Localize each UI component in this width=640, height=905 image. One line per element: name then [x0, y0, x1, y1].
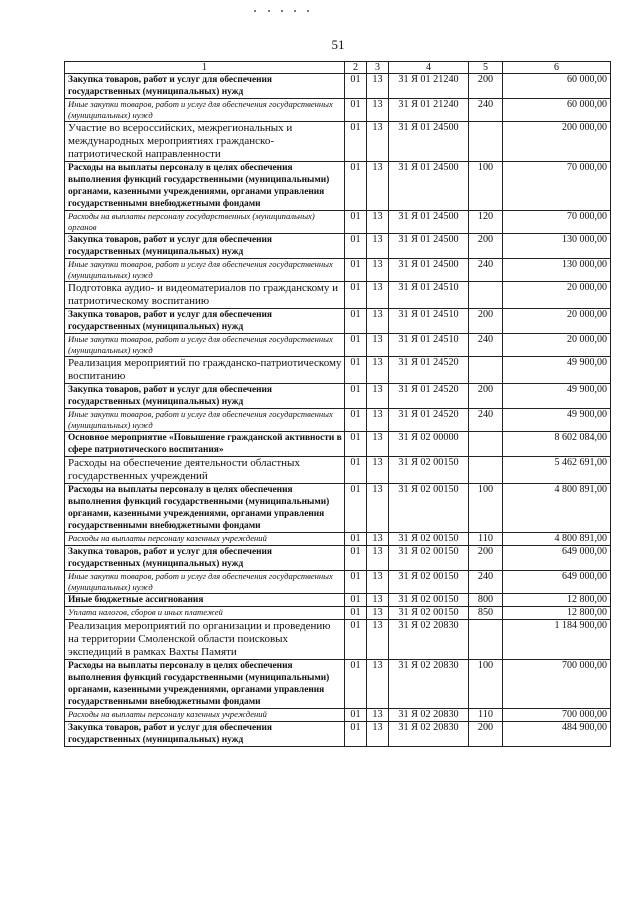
- row-amount-cell: 60 000,00: [503, 99, 611, 122]
- row-amount-cell: 649 000,00: [503, 571, 611, 594]
- table-row: [65, 234, 611, 259]
- row-name-cell: Закупка товаров, работ и услуг для обеспечения государственных (муниципальных) нужд: [65, 722, 345, 747]
- header-col-1: 1: [65, 62, 345, 74]
- row-name-cell: Закупка товаров, работ и услуг для обеспечения государственных (муниципальных) нужд: [65, 384, 345, 409]
- row-name-cell: Иные закупки товаров, работ и услуг для обеспечения государственных (муниципальных) нужд: [65, 334, 345, 357]
- row-name-cell: Закупка товаров, работ и услуг для обеспечения государственных (муниципальных) нужд: [65, 74, 345, 99]
- row-target-article-cell: 31 Я 02 00000: [389, 432, 469, 457]
- row-subsection-cell: 13: [367, 162, 389, 211]
- table-row: [65, 722, 611, 747]
- row-name-cell: Реализация мероприятий по гражданско-патриотическому воспитанию: [65, 357, 345, 384]
- row-section-cell: 01: [345, 309, 367, 334]
- row-subsection-cell: 13: [367, 357, 389, 384]
- row-target-article-cell: 31 Я 01 24500: [389, 234, 469, 259]
- row-expense-type-cell: [469, 357, 503, 384]
- row-subsection-cell: 13: [367, 607, 389, 620]
- row-expense-type-cell: 240: [469, 99, 503, 122]
- row-section-cell: 01: [345, 334, 367, 357]
- row-name-cell: Расходы на выплаты персоналу в целях обеспечения выполнения функций государственными (муниципальными) органами, казенными учреждениями, органами управления государственными внебюджетными фондами: [65, 162, 345, 211]
- row-name-cell: Иные закупки товаров, работ и услуг для обеспечения государственных (муниципальных) нужд: [65, 571, 345, 594]
- row-subsection-cell: 13: [367, 620, 389, 660]
- row-expense-type-cell: [469, 122, 503, 162]
- row-section-cell: 01: [345, 234, 367, 259]
- row-target-article-cell: 31 Я 01 21240: [389, 99, 469, 122]
- row-amount-cell: 8 602 084,00: [503, 432, 611, 457]
- row-expense-type-cell: 200: [469, 546, 503, 571]
- row-subsection-cell: 13: [367, 409, 389, 432]
- row-subsection-cell: 13: [367, 309, 389, 334]
- table-row: [65, 571, 611, 594]
- row-section-cell: 01: [345, 722, 367, 747]
- row-section-cell: 01: [345, 162, 367, 211]
- table-row: [65, 620, 611, 660]
- row-section-cell: 01: [345, 384, 367, 409]
- row-name-cell: Иные закупки товаров, работ и услуг для обеспечения государственных (муниципальных) нужд: [65, 99, 345, 122]
- table-row: [65, 660, 611, 709]
- row-amount-cell: 20 000,00: [503, 334, 611, 357]
- row-amount-cell: 1 184 900,00: [503, 620, 611, 660]
- table-row: [65, 282, 611, 309]
- table-row: [65, 211, 611, 234]
- row-expense-type-cell: 800: [469, 594, 503, 607]
- row-section-cell: 01: [345, 432, 367, 457]
- table-row: [65, 533, 611, 546]
- row-amount-cell: 70 000,00: [503, 211, 611, 234]
- row-expense-type-cell: 200: [469, 234, 503, 259]
- row-target-article-cell: 31 Я 02 20830: [389, 709, 469, 722]
- row-target-article-cell: 31 Я 01 24510: [389, 334, 469, 357]
- row-expense-type-cell: [469, 432, 503, 457]
- row-subsection-cell: 13: [367, 334, 389, 357]
- row-name-cell: Участие во всероссийских, межрегиональных и международных мероприятиях гражданско-патриотической направленности: [65, 122, 345, 162]
- table-header-row: [65, 62, 611, 74]
- table-row: [65, 484, 611, 533]
- row-name-cell: Расходы на выплаты персоналу в целях обеспечения выполнения функций государственными (муниципальными) органами, казенными учреждениями, органами управления государственными внебюджетными фондами: [65, 484, 345, 533]
- row-expense-type-cell: 200: [469, 74, 503, 99]
- row-section-cell: 01: [345, 122, 367, 162]
- table-row: [65, 309, 611, 334]
- header-col-5: 5: [469, 62, 503, 74]
- row-section-cell: 01: [345, 546, 367, 571]
- row-section-cell: 01: [345, 357, 367, 384]
- row-amount-cell: 700 000,00: [503, 660, 611, 709]
- table-row: [65, 74, 611, 99]
- table-row: [65, 607, 611, 620]
- row-subsection-cell: 13: [367, 122, 389, 162]
- row-target-article-cell: 31 Я 02 20830: [389, 722, 469, 747]
- row-expense-type-cell: [469, 620, 503, 660]
- row-target-article-cell: 31 Я 02 20830: [389, 660, 469, 709]
- row-name-cell: Подготовка аудио- и видеоматериалов по гражданскому и патриотическому воспитанию: [65, 282, 345, 309]
- row-expense-type-cell: 110: [469, 709, 503, 722]
- row-name-cell: Расходы на выплаты персоналу в целях обеспечения выполнения функций государственными (муниципальными) органами, казенными учреждениями, органами управления государственными внебюджетными фондами: [65, 660, 345, 709]
- row-name-cell: Иные закупки товаров, работ и услуг для обеспечения государственных (муниципальных) нужд: [65, 259, 345, 282]
- row-name-cell: Закупка товаров, работ и услуг для обеспечения государственных (муниципальных) нужд: [65, 309, 345, 334]
- row-target-article-cell: 31 Я 02 00150: [389, 546, 469, 571]
- row-target-article-cell: 31 Я 01 24500: [389, 162, 469, 211]
- table-row: [65, 457, 611, 484]
- row-amount-cell: 5 462 691,00: [503, 457, 611, 484]
- row-expense-type-cell: [469, 457, 503, 484]
- row-target-article-cell: 31 Я 01 24510: [389, 309, 469, 334]
- row-name-cell: Расходы на выплаты персоналу казенных учреждений: [65, 709, 345, 722]
- row-amount-cell: 20 000,00: [503, 282, 611, 309]
- row-section-cell: 01: [345, 74, 367, 99]
- row-name-cell: Реализация мероприятий по организации и проведению на территории Смоленской области поисковых экспедиций в рамках Вахты Памяти: [65, 620, 345, 660]
- row-expense-type-cell: 240: [469, 259, 503, 282]
- row-name-cell: Основное мероприятие «Повышение гражданской активности в сфере патриотического воспитания»: [65, 432, 345, 457]
- row-section-cell: 01: [345, 571, 367, 594]
- scan-artifact: [250, 10, 310, 16]
- row-section-cell: 01: [345, 211, 367, 234]
- row-section-cell: 01: [345, 607, 367, 620]
- row-subsection-cell: 13: [367, 432, 389, 457]
- row-name-cell: Расходы на обеспечение деятельности областных государственных учреждений: [65, 457, 345, 484]
- row-amount-cell: 484 900,00: [503, 722, 611, 747]
- row-target-article-cell: 31 Я 02 00150: [389, 533, 469, 546]
- table-row: [65, 99, 611, 122]
- row-subsection-cell: 13: [367, 259, 389, 282]
- row-expense-type-cell: [469, 282, 503, 309]
- header-col-4: 4: [389, 62, 469, 74]
- row-name-cell: Иные закупки товаров, работ и услуг для обеспечения государственных (муниципальных) нужд: [65, 409, 345, 432]
- row-section-cell: 01: [345, 409, 367, 432]
- row-target-article-cell: 31 Я 01 24520: [389, 357, 469, 384]
- row-target-article-cell: 31 Я 01 24500: [389, 211, 469, 234]
- row-amount-cell: 130 000,00: [503, 234, 611, 259]
- row-expense-type-cell: 100: [469, 660, 503, 709]
- row-name-cell: Расходы на выплаты персоналу государственных (муниципальных) органов: [65, 211, 345, 234]
- row-expense-type-cell: 110: [469, 533, 503, 546]
- row-subsection-cell: 13: [367, 594, 389, 607]
- row-amount-cell: 60 000,00: [503, 74, 611, 99]
- row-target-article-cell: 31 Я 01 24500: [389, 259, 469, 282]
- row-expense-type-cell: 850: [469, 607, 503, 620]
- row-target-article-cell: 31 Я 01 24520: [389, 409, 469, 432]
- row-expense-type-cell: 100: [469, 484, 503, 533]
- budget-table: [64, 61, 611, 747]
- row-name-cell: Расходы на выплаты персоналу казенных учреждений: [65, 533, 345, 546]
- table-row: [65, 357, 611, 384]
- row-name-cell: Иные бюджетные ассигнования: [65, 594, 345, 607]
- header-col-2: 2: [345, 62, 367, 74]
- row-section-cell: 01: [345, 99, 367, 122]
- row-target-article-cell: 31 Я 02 00150: [389, 571, 469, 594]
- row-target-article-cell: 31 Я 02 00150: [389, 607, 469, 620]
- row-section-cell: 01: [345, 594, 367, 607]
- row-target-article-cell: 31 Я 01 21240: [389, 74, 469, 99]
- row-amount-cell: 12 800,00: [503, 594, 611, 607]
- row-subsection-cell: 13: [367, 484, 389, 533]
- row-amount-cell: 4 800 891,00: [503, 533, 611, 546]
- row-section-cell: 01: [345, 709, 367, 722]
- row-subsection-cell: 13: [367, 74, 389, 99]
- table-row: [65, 709, 611, 722]
- table-row: [65, 334, 611, 357]
- row-subsection-cell: 13: [367, 457, 389, 484]
- row-name-cell: Уплата налогов, сборов и иных платежей: [65, 607, 345, 620]
- row-section-cell: 01: [345, 282, 367, 309]
- row-expense-type-cell: 120: [469, 211, 503, 234]
- row-name-cell: Закупка товаров, работ и услуг для обеспечения государственных (муниципальных) нужд: [65, 234, 345, 259]
- table-row: [65, 432, 611, 457]
- row-subsection-cell: 13: [367, 722, 389, 747]
- row-target-article-cell: 31 Я 02 00150: [389, 594, 469, 607]
- row-amount-cell: 12 800,00: [503, 607, 611, 620]
- row-amount-cell: 700 000,00: [503, 709, 611, 722]
- row-amount-cell: 130 000,00: [503, 259, 611, 282]
- row-expense-type-cell: 240: [469, 571, 503, 594]
- page-number: 51: [331, 37, 345, 52]
- row-amount-cell: 49 900,00: [503, 409, 611, 432]
- table-row: [65, 259, 611, 282]
- row-target-article-cell: 31 Я 01 24500: [389, 122, 469, 162]
- row-subsection-cell: 13: [367, 571, 389, 594]
- row-target-article-cell: 31 Я 01 24520: [389, 384, 469, 409]
- table-row: [65, 546, 611, 571]
- row-section-cell: 01: [345, 660, 367, 709]
- row-amount-cell: 70 000,00: [503, 162, 611, 211]
- row-section-cell: 01: [345, 484, 367, 533]
- row-amount-cell: 649 000,00: [503, 546, 611, 571]
- row-subsection-cell: 13: [367, 533, 389, 546]
- row-expense-type-cell: 100: [469, 162, 503, 211]
- row-section-cell: 01: [345, 533, 367, 546]
- table-row: [65, 122, 611, 162]
- row-subsection-cell: 13: [367, 384, 389, 409]
- row-subsection-cell: 13: [367, 99, 389, 122]
- row-subsection-cell: 13: [367, 546, 389, 571]
- header-col-6: 6: [503, 62, 611, 74]
- row-amount-cell: 20 000,00: [503, 309, 611, 334]
- row-amount-cell: 4 800 891,00: [503, 484, 611, 533]
- row-target-article-cell: 31 Я 01 24510: [389, 282, 469, 309]
- table-row: [65, 162, 611, 211]
- row-expense-type-cell: 240: [469, 334, 503, 357]
- row-subsection-cell: 13: [367, 660, 389, 709]
- row-expense-type-cell: 200: [469, 722, 503, 747]
- header-col-3: 3: [367, 62, 389, 74]
- row-target-article-cell: 31 Я 02 00150: [389, 484, 469, 533]
- row-amount-cell: 200 000,00: [503, 122, 611, 162]
- row-section-cell: 01: [345, 259, 367, 282]
- row-expense-type-cell: 240: [469, 409, 503, 432]
- row-name-cell: Закупка товаров, работ и услуг для обеспечения государственных (муниципальных) нужд: [65, 546, 345, 571]
- row-subsection-cell: 13: [367, 211, 389, 234]
- row-amount-cell: 49 900,00: [503, 384, 611, 409]
- row-subsection-cell: 13: [367, 709, 389, 722]
- row-target-article-cell: 31 Я 02 00150: [389, 457, 469, 484]
- table-row: [65, 384, 611, 409]
- table-row: [65, 409, 611, 432]
- row-subsection-cell: 13: [367, 282, 389, 309]
- row-section-cell: 01: [345, 457, 367, 484]
- row-target-article-cell: 31 Я 02 20830: [389, 620, 469, 660]
- row-section-cell: 01: [345, 620, 367, 660]
- row-expense-type-cell: 200: [469, 384, 503, 409]
- table-row: [65, 594, 611, 607]
- row-subsection-cell: 13: [367, 234, 389, 259]
- row-expense-type-cell: 200: [469, 309, 503, 334]
- row-amount-cell: 49 900,00: [503, 357, 611, 384]
